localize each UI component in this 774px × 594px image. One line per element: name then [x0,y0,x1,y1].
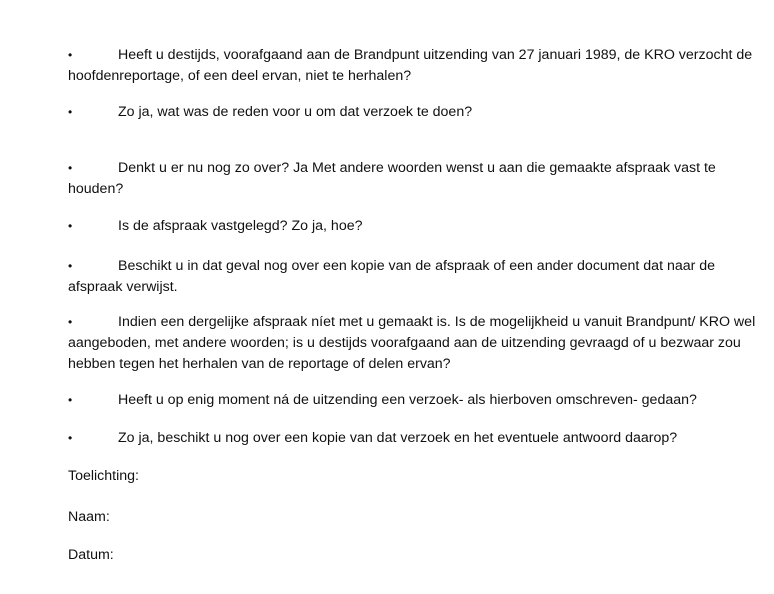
question-continuation: houden? [68,181,124,197]
datum-label: Datum: [68,547,114,563]
question-text: Beschikt u in dat geval nog over een kopie van de afspraak of een ander document dat naar de [118,258,716,274]
question-line [68,158,768,179]
question-item [68,158,768,200]
question-line [68,45,768,66]
question-continuation: hebben tegen het herhalen van de reportage of delen ervan? [68,356,451,372]
bullet-icon: • [68,105,73,119]
question-line [68,390,768,411]
question-text: Heeft u destijds, voorafgaand aan de Brandpunt uitzending van 27 januari 1989, de KRO verzocht de [118,47,753,63]
bullet-icon: • [68,315,73,329]
question-continuation: hoofdenreportage, of een deel ervan, niet te herhalen? [68,68,412,84]
question-text: Heeft u op enig moment ná de uitzending een verzoek- als hierboven omschreven- gedaan? [118,392,697,408]
question-continuation: aangeboden, met andere woorden; is u destijds voorafgaand aan de uitzending gevraagd of u bezwaar zou [68,335,741,351]
bullet-icon: • [68,161,73,175]
question-item [68,45,768,87]
bullet-icon: • [68,48,73,62]
question-item [68,390,768,411]
question-item [68,312,768,375]
question-line [68,312,768,333]
toelichting-label: Toelichting: [68,468,139,484]
question-line [68,216,768,237]
question-item [68,256,768,298]
bullet-icon: • [68,259,73,273]
question-item [68,216,768,237]
bullet-icon: • [68,431,73,445]
bullet-icon: • [68,393,73,407]
question-item [68,428,768,449]
question-item [68,102,768,123]
question-text: Is de afspraak vastgelegd? Zo ja, hoe? [118,218,363,234]
question-continuation: afspraak verwijst. [68,279,178,295]
question-line [68,102,768,123]
bullet-icon: • [68,219,73,233]
question-text: Denkt u er nu nog zo over? Ja Met andere woorden wenst u aan die gemaakte afspraak vast te [118,160,716,176]
question-text: Zo ja, wat was de reden voor u om dat verzoek te doen? [118,104,473,120]
question-line [68,256,768,277]
question-text: Zo ja, beschikt u nog over een kopie van dat verzoek en het eventuele antwoord daarop? [118,430,678,446]
question-line [68,428,768,449]
naam-label: Naam: [68,509,110,525]
question-text: Indien een dergelijke afspraak níet met u gemaakt is. Is de mogelijkheid u vanuit Brandpunt/ KRO wel [118,314,756,330]
